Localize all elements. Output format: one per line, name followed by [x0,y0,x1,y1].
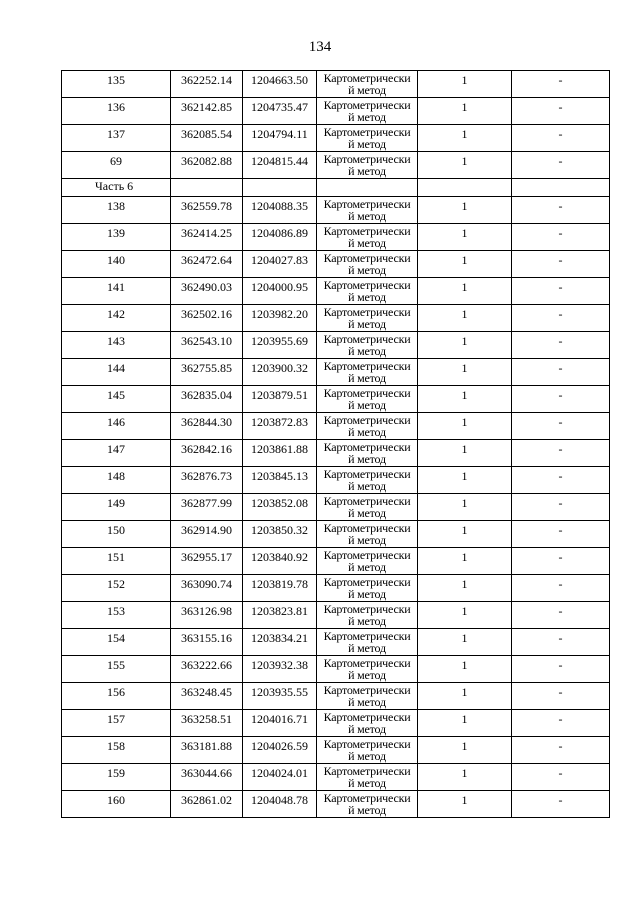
description-cell: - [512,224,610,251]
x-coordinate-cell: 362502.16 [171,305,243,332]
x-coordinate-cell: 362543.10 [171,332,243,359]
accuracy-cell: 1 [418,440,512,467]
description-cell: - [512,125,610,152]
method-line-2: й метод [348,317,386,331]
method-cell [317,521,418,548]
y-coordinate-cell: 1203819.78 [243,575,317,602]
method-line-1: Картометрически [323,71,411,85]
point-number-cell: 145 [62,386,171,413]
description-cell: - [512,629,610,656]
y-coordinate-cell: 1204048.78 [243,791,317,818]
x-coordinate-cell: 362490.03 [171,278,243,305]
description-cell: - [512,710,610,737]
table-row [62,197,610,224]
method-line-2: й метод [348,749,386,763]
accuracy-cell: 1 [418,305,512,332]
table-body-top [62,71,610,179]
table-row [62,548,610,575]
empty-cell [512,179,610,197]
method-line-1: Картометрически [323,278,411,292]
point-number-cell: 150 [62,521,171,548]
point-number-cell: 135 [62,71,171,98]
table-row [62,152,610,179]
y-coordinate-cell: 1204024.01 [243,764,317,791]
y-coordinate-cell: 1203850.32 [243,521,317,548]
y-coordinate-cell: 1203935.55 [243,683,317,710]
accuracy-cell: 1 [418,125,512,152]
accuracy-cell: 1 [418,602,512,629]
description-cell: - [512,791,610,818]
description-cell: - [512,575,610,602]
empty-cell [243,179,317,197]
table-row [62,494,610,521]
x-coordinate-cell: 362914.90 [171,521,243,548]
method-line-2: й метод [348,83,386,97]
accuracy-cell: 1 [418,710,512,737]
method-line-1: Картометрически [323,305,411,319]
y-coordinate-cell: 1204663.50 [243,71,317,98]
description-cell: - [512,251,610,278]
table-row [62,98,610,125]
method-line-2: й метод [348,776,386,790]
table-row [62,656,610,683]
method-cell [317,494,418,521]
method-line-2: й метод [348,209,386,223]
method-line-2: й метод [348,263,386,277]
point-number-cell: 140 [62,251,171,278]
method-cell [317,224,418,251]
y-coordinate-cell: 1203872.83 [243,413,317,440]
empty-cell [317,179,418,197]
y-coordinate-cell: 1203932.38 [243,656,317,683]
x-coordinate-cell: 362842.16 [171,440,243,467]
method-line-1: Картометрически [323,656,411,670]
table-row [62,278,610,305]
table-row [62,467,610,494]
method-line-2: й метод [348,398,386,412]
point-number-cell: 149 [62,494,171,521]
point-number-cell: 151 [62,548,171,575]
point-number-cell: 146 [62,413,171,440]
method-cell [317,764,418,791]
accuracy-cell: 1 [418,332,512,359]
x-coordinate-cell: 363155.16 [171,629,243,656]
method-cell [317,305,418,332]
x-coordinate-cell: 362082.88 [171,152,243,179]
description-cell: - [512,152,610,179]
method-cell [317,791,418,818]
method-cell [317,359,418,386]
method-line-2: й метод [348,164,386,178]
method-line-2: й метод [348,803,386,817]
method-line-2: й метод [348,137,386,151]
x-coordinate-cell: 362559.78 [171,197,243,224]
point-number-cell: 144 [62,359,171,386]
description-cell: - [512,359,610,386]
point-number-cell: 158 [62,737,171,764]
point-number-cell: 141 [62,278,171,305]
method-line-1: Картометрически [323,152,411,166]
method-line-1: Картометрически [323,683,411,697]
method-cell [317,125,418,152]
empty-cell [418,179,512,197]
point-number-cell: 160 [62,791,171,818]
method-cell [317,332,418,359]
method-line-2: й метод [348,641,386,655]
point-number-cell: 159 [62,764,171,791]
accuracy-cell: 1 [418,521,512,548]
point-number-cell: 142 [62,305,171,332]
table-row [62,332,610,359]
point-number-cell: 69 [62,152,171,179]
description-cell: - [512,413,610,440]
x-coordinate-cell: 363248.45 [171,683,243,710]
accuracy-cell: 1 [418,152,512,179]
y-coordinate-cell: 1203840.92 [243,548,317,575]
x-coordinate-cell: 362955.17 [171,548,243,575]
accuracy-cell: 1 [418,413,512,440]
point-number-cell: 155 [62,656,171,683]
table-row [62,710,610,737]
method-line-1: Картометрически [323,575,411,589]
accuracy-cell: 1 [418,548,512,575]
method-line-1: Картометрически [323,548,411,562]
coordinates-table [61,70,610,818]
y-coordinate-cell: 1204086.89 [243,224,317,251]
accuracy-cell: 1 [418,224,512,251]
point-number-cell: 137 [62,125,171,152]
y-coordinate-cell: 1204000.95 [243,278,317,305]
method-line-2: й метод [348,587,386,601]
method-cell [317,548,418,575]
x-coordinate-cell: 363044.66 [171,764,243,791]
point-number-cell: 156 [62,683,171,710]
y-coordinate-cell: 1203861.88 [243,440,317,467]
description-cell: - [512,332,610,359]
x-coordinate-cell: 362142.85 [171,98,243,125]
method-line-2: й метод [348,614,386,628]
description-cell: - [512,656,610,683]
x-coordinate-cell: 363126.98 [171,602,243,629]
method-cell [317,98,418,125]
accuracy-cell: 1 [418,629,512,656]
method-line-1: Картометрически [323,440,411,454]
x-coordinate-cell: 362876.73 [171,467,243,494]
description-cell: - [512,764,610,791]
table-row [62,251,610,278]
point-number-cell: 147 [62,440,171,467]
point-number-cell: 148 [62,467,171,494]
method-line-2: й метод [348,668,386,682]
y-coordinate-cell: 1203879.51 [243,386,317,413]
y-coordinate-cell: 1203955.69 [243,332,317,359]
page-number: 134 [308,39,332,55]
method-cell [317,71,418,98]
section-label: Часть 6 [62,179,171,197]
method-line-1: Картометрически [323,467,411,481]
point-number-cell: 154 [62,629,171,656]
x-coordinate-cell: 363090.74 [171,575,243,602]
method-cell [317,710,418,737]
method-cell [317,656,418,683]
point-number-cell: 143 [62,332,171,359]
method-line-1: Картометрически [323,629,411,643]
x-coordinate-cell: 363181.88 [171,737,243,764]
method-line-1: Картометрически [323,602,411,616]
point-number-cell: 157 [62,710,171,737]
method-line-1: Картометрически [323,125,411,139]
method-line-1: Картометрически [323,251,411,265]
method-line-1: Картометрически [323,764,411,778]
accuracy-cell: 1 [418,764,512,791]
accuracy-cell: 1 [418,98,512,125]
method-line-2: й метод [348,344,386,358]
method-cell [317,467,418,494]
method-line-2: й метод [348,560,386,574]
method-line-2: й метод [348,371,386,385]
description-cell: - [512,548,610,575]
table-row [62,602,610,629]
y-coordinate-cell: 1204027.83 [243,251,317,278]
method-line-2: й метод [348,236,386,250]
table-row [62,125,610,152]
description-cell: - [512,278,610,305]
accuracy-cell: 1 [418,575,512,602]
description-cell: - [512,305,610,332]
table-row [62,305,610,332]
accuracy-cell: 1 [418,278,512,305]
table-row [62,359,610,386]
method-cell [317,683,418,710]
table-row [62,440,610,467]
accuracy-cell: 1 [418,683,512,710]
description-cell: - [512,683,610,710]
y-coordinate-cell: 1203982.20 [243,305,317,332]
table-body-bottom [62,197,610,818]
y-coordinate-cell: 1203834.21 [243,629,317,656]
x-coordinate-cell: 363258.51 [171,710,243,737]
method-line-1: Картометрически [323,494,411,508]
table-row [62,764,610,791]
table-row [62,791,610,818]
accuracy-cell: 1 [418,197,512,224]
section-header [62,179,610,197]
method-line-1: Картометрически [323,791,411,805]
method-cell [317,152,418,179]
y-coordinate-cell: 1204026.59 [243,737,317,764]
method-cell [317,602,418,629]
method-cell [317,413,418,440]
accuracy-cell: 1 [418,656,512,683]
method-line-2: й метод [348,506,386,520]
table-row [62,683,610,710]
accuracy-cell: 1 [418,251,512,278]
table-row [62,737,610,764]
table-row [62,413,610,440]
accuracy-cell: 1 [418,71,512,98]
method-line-1: Картометрически [323,98,411,112]
method-line-1: Картометрически [323,737,411,751]
description-cell: - [512,71,610,98]
empty-cell [171,179,243,197]
description-cell: - [512,197,610,224]
description-cell: - [512,602,610,629]
method-line-2: й метод [348,533,386,547]
x-coordinate-cell: 362414.25 [171,224,243,251]
x-coordinate-cell: 362472.64 [171,251,243,278]
x-coordinate-cell: 362085.54 [171,125,243,152]
accuracy-cell: 1 [418,467,512,494]
method-line-2: й метод [348,479,386,493]
method-line-1: Картометрически [323,521,411,535]
point-number-cell: 136 [62,98,171,125]
description-cell: - [512,521,610,548]
y-coordinate-cell: 1204815.44 [243,152,317,179]
table-row [62,71,610,98]
method-line-1: Картометрически [323,413,411,427]
x-coordinate-cell: 362877.99 [171,494,243,521]
method-cell [317,386,418,413]
method-line-1: Картометрически [323,224,411,238]
table-row [62,629,610,656]
description-cell: - [512,440,610,467]
x-coordinate-cell: 362844.30 [171,413,243,440]
y-coordinate-cell: 1204735.47 [243,98,317,125]
method-line-2: й метод [348,695,386,709]
y-coordinate-cell: 1203823.81 [243,602,317,629]
method-line-1: Картометрически [323,197,411,211]
point-number-cell: 138 [62,197,171,224]
y-coordinate-cell: 1203852.08 [243,494,317,521]
description-cell: - [512,494,610,521]
x-coordinate-cell: 363222.66 [171,656,243,683]
table-row [62,386,610,413]
method-cell [317,737,418,764]
method-line-2: й метод [348,290,386,304]
method-line-2: й метод [348,722,386,736]
accuracy-cell: 1 [418,359,512,386]
y-coordinate-cell: 1203845.13 [243,467,317,494]
x-coordinate-cell: 362835.04 [171,386,243,413]
accuracy-cell: 1 [418,737,512,764]
description-cell: - [512,737,610,764]
method-cell [317,197,418,224]
method-cell [317,575,418,602]
table-row [62,521,610,548]
method-cell [317,278,418,305]
method-cell [317,440,418,467]
method-line-1: Картометрически [323,710,411,724]
description-cell: - [512,386,610,413]
point-number-cell: 153 [62,602,171,629]
description-cell: - [512,98,610,125]
x-coordinate-cell: 362252.14 [171,71,243,98]
y-coordinate-cell: 1203900.32 [243,359,317,386]
method-line-2: й метод [348,425,386,439]
table-row [62,224,610,251]
method-line-2: й метод [348,452,386,466]
method-cell [317,251,418,278]
description-cell: - [512,467,610,494]
method-line-1: Картометрически [323,386,411,400]
y-coordinate-cell: 1204794.11 [243,125,317,152]
method-cell [317,629,418,656]
x-coordinate-cell: 362861.02 [171,791,243,818]
accuracy-cell: 1 [418,791,512,818]
method-line-1: Картометрически [323,332,411,346]
point-number-cell: 152 [62,575,171,602]
method-line-1: Картометрически [323,359,411,373]
y-coordinate-cell: 1204088.35 [243,197,317,224]
accuracy-cell: 1 [418,386,512,413]
accuracy-cell: 1 [418,494,512,521]
section-row [62,179,610,197]
table-row [62,575,610,602]
y-coordinate-cell: 1204016.71 [243,710,317,737]
method-line-2: й метод [348,110,386,124]
x-coordinate-cell: 362755.85 [171,359,243,386]
point-number-cell: 139 [62,224,171,251]
